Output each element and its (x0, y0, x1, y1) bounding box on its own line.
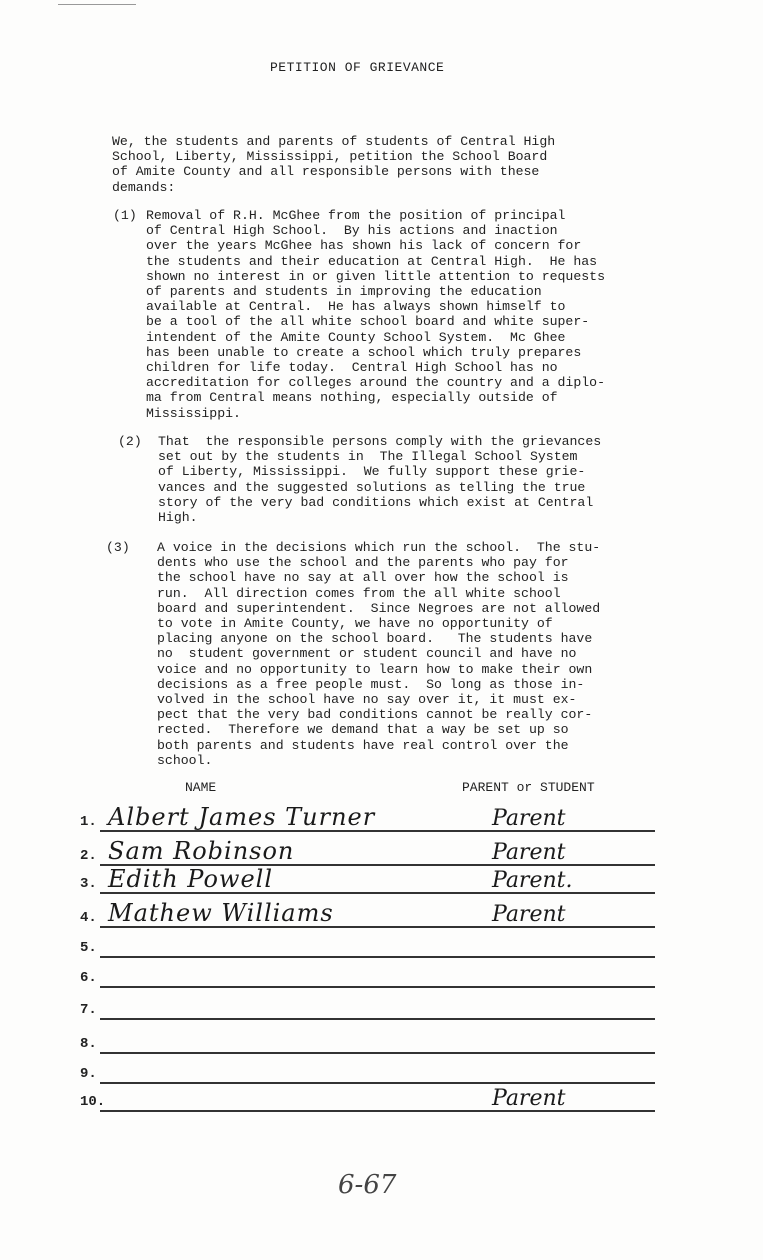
signature-number: 5. (80, 940, 97, 956)
page-number-mark: 6-67 (338, 1170, 397, 1200)
name-column-header: NAME (185, 780, 217, 795)
document-title: PETITION OF GRIEVANCE (270, 60, 445, 75)
role-column-header: PARENT or STUDENT (462, 780, 595, 795)
demand-number-3: (3) (106, 540, 130, 555)
demand-text-2: That the responsible persons comply with the grievances set out by the students in The Illegal School System of Liberty, Mississippi. We fully support these grie- vances and the suggested solutions as telling the true story of the very bad conditions which exist at Central High. (158, 434, 602, 526)
signature-number: 4. (80, 910, 97, 926)
signature-role: Parent. (492, 868, 573, 893)
demand-text-3: A voice in the decisions which run the school. The stu- dents who use the school and the parents who pay for the school have no say at all over how the school is run. All direction comes from the all white school board and superintendent. Since Negroes are not allowed to vote in Amite County, we have no opportunity of placing anyone on the school board. The students have no student government or student council and have no voice and no opportunity to learn how to make their own decisions as a free people must. So long as those in- volved in the school have no say over it, it must ex- pect that the very bad conditions cannot be really cor- rected. Therefore we demand that a way be set up so both parents and students have real control over the school. (157, 540, 601, 768)
signature-name: Edith Powell (108, 865, 274, 893)
top-mark-line (58, 4, 136, 5)
signature-number: 3. (80, 876, 97, 892)
signature-row (80, 1080, 655, 1112)
signature-row (80, 800, 655, 832)
demand-number-2: (2) (118, 434, 142, 449)
signature-number: 9. (80, 1066, 97, 1082)
signature-number: 6. (80, 970, 97, 986)
signature-role: Parent (492, 806, 566, 831)
signature-number: 1. (80, 814, 97, 830)
intro-paragraph: We, the students and parents of students of Central High School, Liberty, Mississippi, petition the School Board of Amite County and all responsible persons with these demands: (112, 134, 556, 195)
signature-row (80, 862, 655, 894)
signature-number: 2. (80, 848, 97, 864)
signature-name: Mathew Williams (108, 899, 334, 927)
signature-name: Albert James Turner (108, 803, 376, 831)
signature-row (80, 926, 655, 958)
signature-role: Parent (492, 840, 566, 865)
signature-number: 10. (80, 1094, 106, 1110)
signature-line (100, 1018, 655, 1020)
signature-line (100, 1110, 655, 1112)
demand-text-1: Removal of R.H. McGhee from the position of principal of Central High School. By his actions and inaction over the years McGhee has shown his lack of concern for the students and their education at Central High. He has shown no interest in or given little attention to requests of parents and students in improving the education available at Central. He has always shown himself to be a tool of the all white school board and white super- intendent of the Amite County School System. Mc Ghee has been unable to create a school which truly prepares children for life today. Central High School has no accreditation for colleges around the country and a diplo- ma from Central means nothing, especially outside of Mississippi. (146, 208, 605, 421)
signature-row (80, 988, 655, 1020)
signature-role: Parent (492, 1086, 566, 1111)
demand-number-1: (1) (113, 208, 137, 223)
signature-row (80, 896, 655, 928)
signature-number: 8. (80, 1036, 97, 1052)
signature-number: 7. (80, 1002, 97, 1018)
signature-row (80, 956, 655, 988)
signature-row (80, 1022, 655, 1054)
signature-role: Parent (492, 902, 566, 927)
signature-name: Sam Robinson (108, 837, 295, 865)
